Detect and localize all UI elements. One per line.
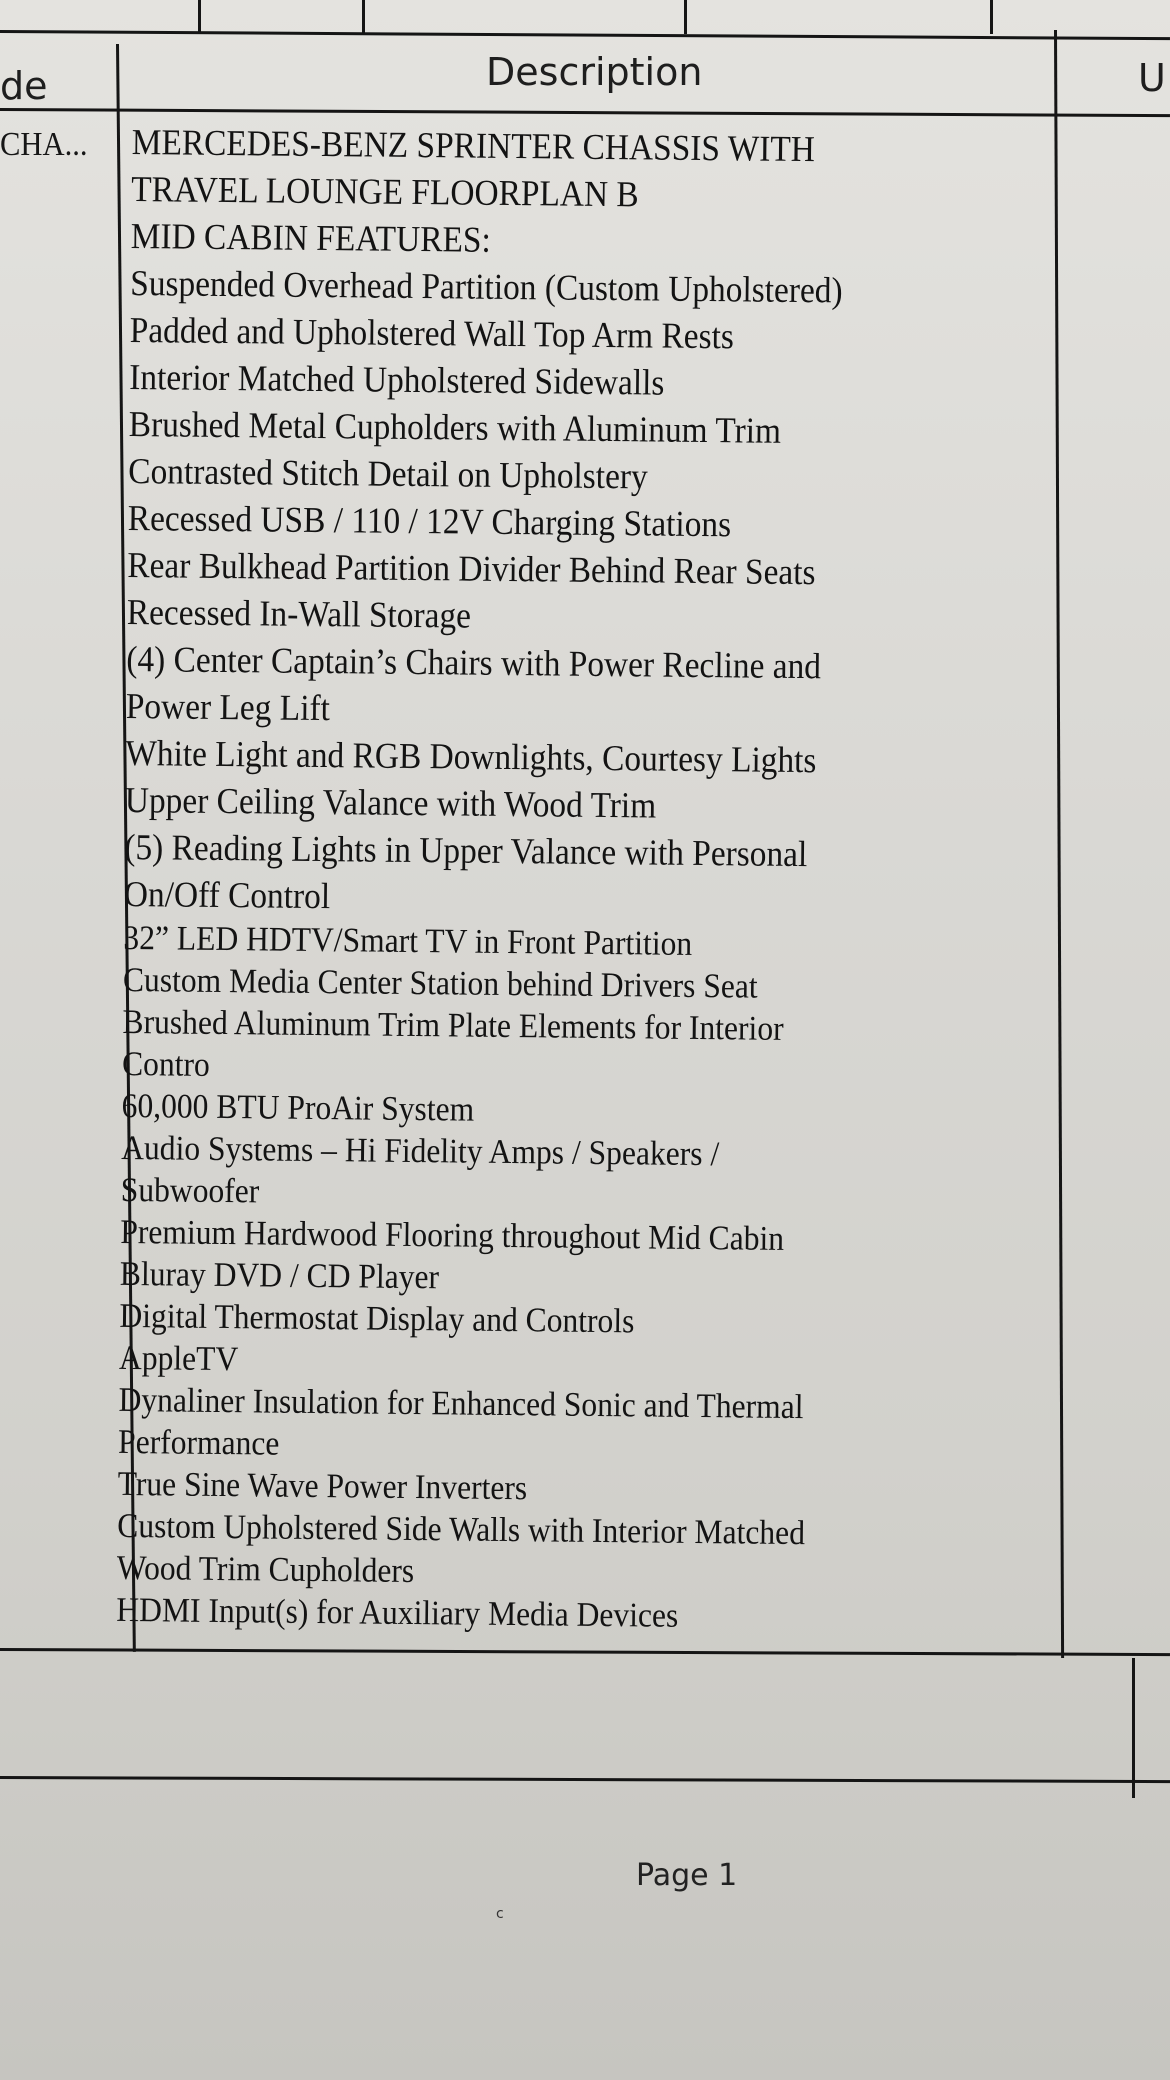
description-line: Contro <box>121 1044 210 1084</box>
description-line: Suspended Overhead Partition (Custom Upholstered) <box>130 261 843 311</box>
description-line: Brushed Aluminum Trim Plate Elements for Interior <box>122 1002 784 1048</box>
row-bottom-border <box>0 1648 1170 1656</box>
code-column-header: de <box>0 64 48 108</box>
item-code: CHA... <box>0 126 88 163</box>
page-number: Page 1 <box>636 1858 738 1893</box>
table-bottom-border <box>0 1776 1170 1783</box>
description-line: White Light and RGB Downlights, Courtesy Lights <box>125 731 817 781</box>
description-line: Subwoofer <box>120 1170 260 1211</box>
description-line: Custom Media Center Station behind Drivers Seat <box>122 960 758 1006</box>
unit-column-header: U <box>1138 56 1166 100</box>
description-line: Interior Matched Upholstered Sidewalls <box>129 355 665 403</box>
stray-mark: c <box>496 1906 504 1922</box>
description-line: Recessed USB / 110 / 12V Charging Stations <box>127 496 732 545</box>
description-line: Padded and Upholstered Wall Top Arm Rests <box>129 308 735 357</box>
description-line: Audio Systems – Hi Fidelity Amps / Speakers / <box>121 1128 720 1174</box>
description-line: Wood Trim Cupholders <box>116 1548 415 1591</box>
table-top-border <box>0 30 1170 40</box>
description-line: MID CABIN FEATURES: <box>130 214 491 260</box>
top-divider <box>362 0 365 34</box>
description-line: Custom Upholstered Side Walls with Interior Matched <box>117 1506 806 1553</box>
description-line: Rear Bulkhead Partition Divider Behind Rear Seats <box>127 543 816 593</box>
description-line: Dynaliner Insulation for Enhanced Sonic and Thermal <box>118 1380 804 1427</box>
description-line: MERCEDES-BENZ SPRINTER CHASSIS WITH <box>131 120 816 170</box>
description-cell <box>116 118 1092 1641</box>
description-line: Power Leg Lift <box>125 684 331 729</box>
description-line: Digital Thermostat Display and Controls <box>119 1296 635 1341</box>
description-line: 32” LED HDTV/Smart TV in Front Partition <box>123 918 693 963</box>
top-divider <box>684 0 687 34</box>
top-divider <box>198 0 201 34</box>
description-line: Upper Ceiling Valance with Wood Trim <box>124 778 657 826</box>
description-line: TRAVEL LOUNGE FLOORPLAN B <box>131 167 639 215</box>
description-line: AppleTV <box>118 1338 239 1379</box>
description-column-header: Description <box>486 50 703 94</box>
top-divider <box>990 0 993 34</box>
description-line: On/Off Control <box>123 872 331 917</box>
description-line: Premium Hardwood Flooring throughout Mid Cabin <box>120 1212 785 1258</box>
description-line: Recessed In-Wall Storage <box>126 590 472 636</box>
description-line: 60,000 BTU ProAir System <box>121 1086 475 1129</box>
header-bottom-border <box>0 108 1170 117</box>
description-line: (4) Center Captain’s Chairs with Power Recline and <box>126 637 822 687</box>
description-line: Performance <box>117 1422 280 1463</box>
description-line: True Sine Wave Power Inverters <box>117 1464 528 1508</box>
description-line: Contrasted Stitch Detail on Upholstery <box>128 449 648 497</box>
description-line: Brushed Metal Cupholders with Aluminum Trim <box>128 402 782 451</box>
empty-row-divider <box>1132 1658 1135 1798</box>
description-line: (5) Reading Lights in Upper Valance with Personal <box>124 825 808 875</box>
description-line: HDMI Input(s) for Auxiliary Media Devices <box>116 1590 679 1635</box>
description-line: Bluray DVD / CD Player <box>119 1254 440 1297</box>
